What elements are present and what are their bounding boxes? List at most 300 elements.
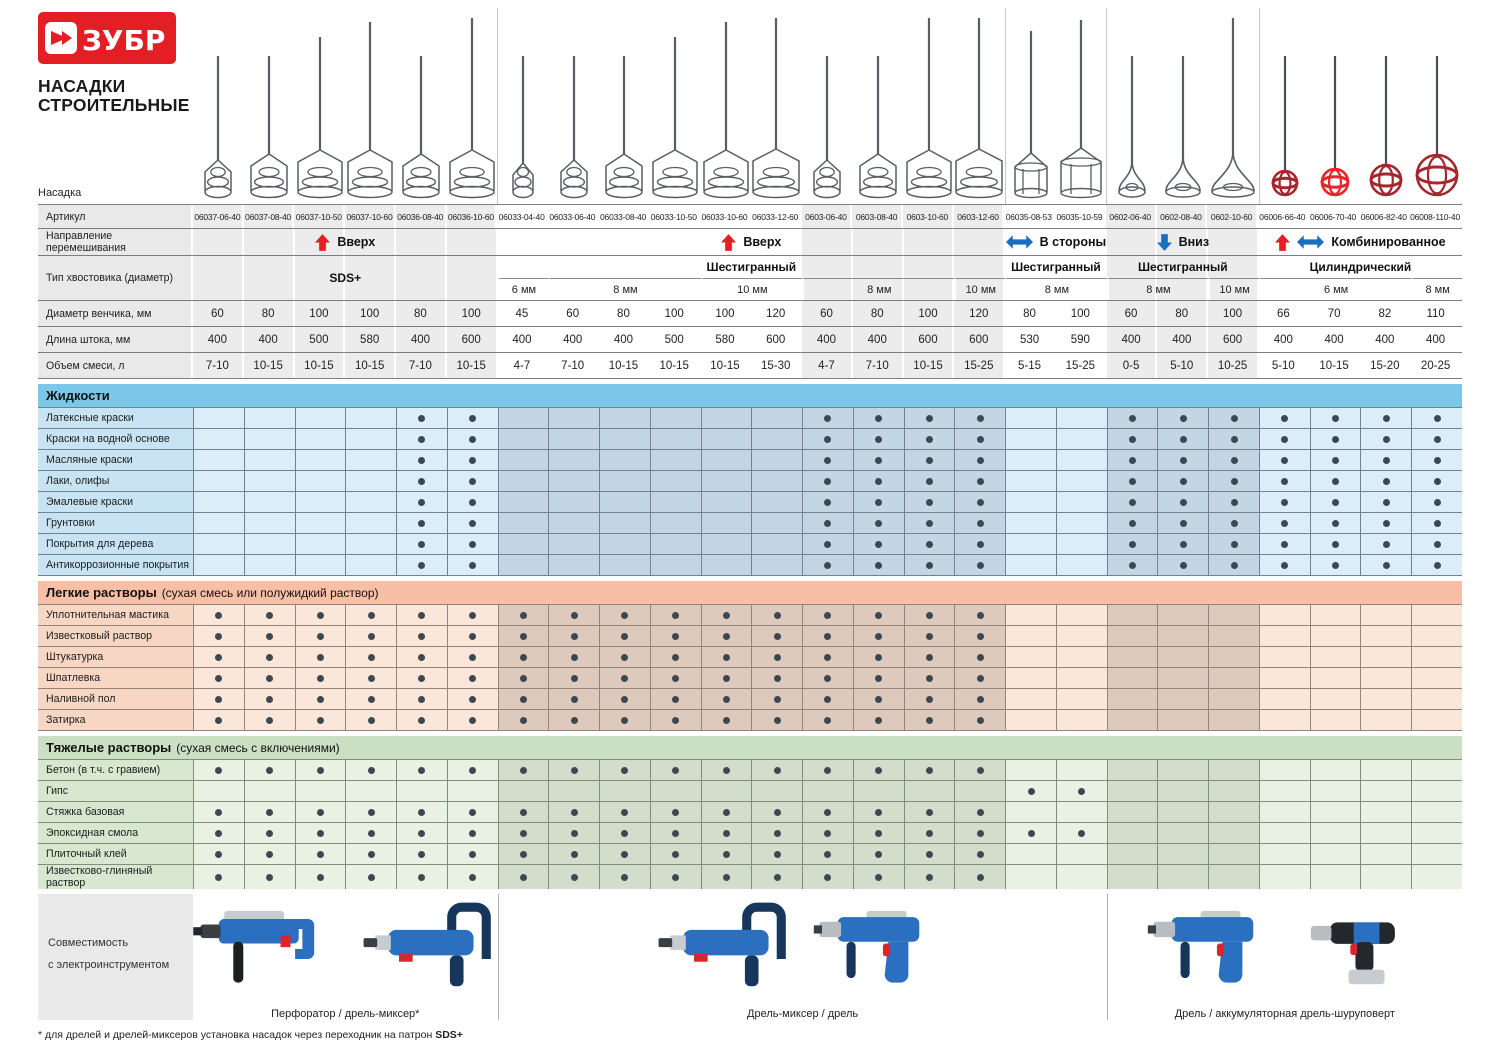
- usage-cell: [701, 408, 752, 428]
- row-label: Наливной пол: [38, 689, 193, 709]
- usage-cell: [802, 689, 853, 709]
- product-image-06006-82-40: [1361, 8, 1412, 204]
- usage-cell: [345, 710, 396, 730]
- dot: [875, 830, 882, 837]
- dot: [317, 654, 324, 661]
- usage-cell: [1360, 823, 1411, 843]
- row-label: Латексные краски: [38, 408, 193, 428]
- dot: [621, 851, 628, 858]
- length-cell: 400: [193, 327, 244, 352]
- dot: [1180, 520, 1187, 527]
- dot: [469, 830, 476, 837]
- usage-cell: [1005, 513, 1056, 533]
- product-image-0603-08-40: [853, 8, 904, 204]
- dot: [824, 541, 831, 548]
- dot: [469, 499, 476, 506]
- dot: [520, 675, 527, 682]
- dot: [1180, 457, 1187, 464]
- usage-cell: [701, 555, 752, 575]
- usage-cell: [904, 647, 955, 667]
- length-cell: 400: [1360, 327, 1411, 352]
- usage-cell: [548, 760, 599, 780]
- dot: [1332, 562, 1339, 569]
- dot: [875, 809, 882, 816]
- compat-tools: [654, 899, 952, 1015]
- product-image-06033-10-50: [650, 8, 701, 204]
- dot: [1281, 520, 1288, 527]
- product-image-0602-10-60: [1208, 8, 1259, 204]
- usage-cell: [396, 844, 447, 864]
- usage-cell: [1157, 760, 1208, 780]
- usage-cell: [1157, 844, 1208, 864]
- dot: [824, 436, 831, 443]
- usage-cell: [548, 710, 599, 730]
- dot: [977, 717, 984, 724]
- shank-size-cell: 8 мм: [548, 278, 700, 300]
- shank-size-cell: 6 мм: [498, 278, 549, 300]
- article-cell: 06035-10-59: [1055, 205, 1106, 228]
- usage-cell: [1056, 689, 1107, 709]
- diameter-cell: 80: [1005, 301, 1056, 326]
- usage-cell: [244, 471, 295, 491]
- dot: [266, 851, 273, 858]
- usage-cell: [1310, 626, 1361, 646]
- usage-cell: [244, 492, 295, 512]
- usage-cell: [295, 429, 346, 449]
- dot: [875, 436, 882, 443]
- usage-cell: [1411, 647, 1462, 667]
- usage-cell: [396, 647, 447, 667]
- usage-cell: [1360, 408, 1411, 428]
- usage-cell: [701, 513, 752, 533]
- dot: [1129, 478, 1136, 485]
- usage-cell: [295, 626, 346, 646]
- usage-cell: [751, 605, 802, 625]
- usage-cell: [1107, 555, 1158, 575]
- usage-cell: [498, 844, 549, 864]
- dot: [875, 717, 882, 724]
- dot: [824, 675, 831, 682]
- usage-cell: [1411, 844, 1462, 864]
- usage-cell: [498, 408, 549, 428]
- usage-cell: [1208, 823, 1259, 843]
- section-header-light: [38, 581, 1462, 604]
- length-cell: 400: [1157, 327, 1208, 352]
- dot: [926, 415, 933, 422]
- section-row: [38, 470, 1462, 491]
- usage-cell: [295, 689, 346, 709]
- length-cell: 400: [1107, 327, 1158, 352]
- section-row: [38, 780, 1462, 801]
- usage-sections: [38, 384, 1462, 889]
- usage-cell: [701, 450, 752, 470]
- product-image-0603-10-60: [903, 8, 954, 204]
- volume-cell: 4-7: [498, 353, 549, 378]
- shank-type-label: Шестигранный: [1011, 260, 1101, 274]
- usage-cell: [1411, 668, 1462, 688]
- usage-cell: [650, 781, 701, 801]
- product-image-06006-70-40: [1310, 8, 1361, 204]
- usage-cell: [548, 844, 599, 864]
- usage-cell: [193, 555, 244, 575]
- length-cell: 580: [345, 327, 396, 352]
- usage-cell: [193, 760, 244, 780]
- volume-cell: 15-25: [1056, 353, 1107, 378]
- diameter-cell: 80: [853, 301, 904, 326]
- usage-cell: [1310, 781, 1361, 801]
- dot: [621, 696, 628, 703]
- dot: [875, 562, 882, 569]
- usage-cell: [1259, 844, 1310, 864]
- dot: [875, 612, 882, 619]
- length-cell: 580: [701, 327, 752, 352]
- usage-cell: [1157, 534, 1208, 554]
- dot: [418, 520, 425, 527]
- usage-cell: [1208, 710, 1259, 730]
- dot: [672, 809, 679, 816]
- compat-zone-1: [193, 894, 498, 1020]
- usage-cell: [1360, 689, 1411, 709]
- dot: [469, 541, 476, 548]
- usage-cell: [498, 802, 549, 822]
- dot: [215, 717, 222, 724]
- dot: [977, 809, 984, 816]
- direction-label: В стороны: [1039, 235, 1107, 249]
- usage-cell: [954, 408, 1005, 428]
- usage-cell: [1005, 605, 1056, 625]
- length-cell: 400: [599, 327, 650, 352]
- usage-cell: [802, 429, 853, 449]
- dot: [824, 612, 831, 619]
- usage-cell: [853, 781, 904, 801]
- mixer-spiral-image: [549, 54, 599, 200]
- usage-cell: [954, 534, 1005, 554]
- article-cell: 06035-08-53: [1004, 205, 1055, 228]
- section-subtitle: (сухая смесь или полужидкий раствор): [161, 585, 379, 600]
- usage-cell: [1107, 823, 1158, 843]
- usage-cell: [1259, 555, 1310, 575]
- dot: [215, 851, 222, 858]
- mixer-spiral-image: [853, 54, 903, 200]
- dot: [977, 562, 984, 569]
- section-header-band: [38, 384, 1462, 407]
- usage-cell: [498, 555, 549, 575]
- usage-cell: [345, 492, 396, 512]
- usage-cell: [701, 844, 752, 864]
- usage-cell: [650, 429, 701, 449]
- usage-cell: [548, 865, 599, 889]
- row-label: Антикоррозионные покрытия: [38, 555, 193, 575]
- usage-cell: [1259, 865, 1310, 889]
- diameter-row-label: Диаметр венчика, мм: [38, 301, 193, 326]
- dot: [1383, 520, 1390, 527]
- usage-cell: [650, 710, 701, 730]
- usage-cell: [1310, 429, 1361, 449]
- product-image-06037-10-60: [345, 8, 396, 204]
- product-image-06037-08-40: [244, 8, 295, 204]
- usage-cell: [599, 555, 650, 575]
- usage-cell: [1208, 429, 1259, 449]
- dot: [926, 457, 933, 464]
- usage-cell: [1208, 689, 1259, 709]
- usage-cell: [295, 647, 346, 667]
- usage-cell: [244, 668, 295, 688]
- dot: [1231, 436, 1238, 443]
- usage-cell: [599, 471, 650, 491]
- dot: [723, 654, 730, 661]
- usage-cell: [650, 555, 701, 575]
- dot: [469, 562, 476, 569]
- usage-cell: [295, 408, 346, 428]
- top-area: [38, 8, 1462, 204]
- dot: [1383, 562, 1390, 569]
- usage-cell: [954, 781, 1005, 801]
- dot: [317, 767, 324, 774]
- mixer-drill-image: [359, 899, 499, 999]
- dot: [1434, 562, 1441, 569]
- diameter-cell: 80: [396, 301, 447, 326]
- usage-cell: [396, 823, 447, 843]
- usage-cell: [1360, 781, 1411, 801]
- usage-cell: [193, 471, 244, 491]
- direction-cell-group5: [1259, 229, 1462, 255]
- usage-cell: [1056, 647, 1107, 667]
- dot: [368, 767, 375, 774]
- usage-cell: [193, 626, 244, 646]
- section-row: [38, 554, 1462, 575]
- length-cell: 400: [548, 327, 599, 352]
- usage-cell: [498, 626, 549, 646]
- dot: [317, 633, 324, 640]
- usage-cell: [802, 647, 853, 667]
- usage-cell: [345, 781, 396, 801]
- volume-cell: 7-10: [853, 353, 904, 378]
- length-cell: 500: [295, 327, 346, 352]
- dot: [571, 767, 578, 774]
- dot: [875, 457, 882, 464]
- usage-cell: [396, 689, 447, 709]
- dot: [571, 717, 578, 724]
- usage-cell: [193, 647, 244, 667]
- usage-cell: [904, 760, 955, 780]
- usage-cell: [1360, 605, 1411, 625]
- usage-cell: [1360, 471, 1411, 491]
- dot: [774, 675, 781, 682]
- dot: [1231, 562, 1238, 569]
- mixer-spiral-image: [498, 54, 548, 200]
- usage-cell: [1107, 689, 1158, 709]
- dot: [824, 830, 831, 837]
- usage-cell: [954, 471, 1005, 491]
- diameter-cell: 100: [904, 301, 955, 326]
- usage-cell: [1411, 429, 1462, 449]
- usage-cell: [1259, 492, 1310, 512]
- usage-cell: [1259, 802, 1310, 822]
- usage-cell: [295, 668, 346, 688]
- dot: [418, 457, 425, 464]
- usage-cell: [853, 555, 904, 575]
- dot: [723, 809, 730, 816]
- section-row: [38, 759, 1462, 780]
- usage-cell: [295, 710, 346, 730]
- usage-cell: [599, 647, 650, 667]
- usage-cell: [904, 471, 955, 491]
- compat-zone-2: [498, 894, 1107, 1020]
- mixer-funnel-image: [1107, 54, 1157, 200]
- usage-cell: [954, 605, 1005, 625]
- usage-cell: [650, 534, 701, 554]
- usage-cell: [498, 865, 549, 889]
- usage-cell: [954, 668, 1005, 688]
- dot: [1383, 457, 1390, 464]
- usage-cell: [1107, 710, 1158, 730]
- dot: [1231, 415, 1238, 422]
- dot: [469, 612, 476, 619]
- usage-cell: [954, 429, 1005, 449]
- dot: [418, 851, 425, 858]
- usage-cell: [447, 626, 498, 646]
- diameter-cell: 100: [447, 301, 498, 326]
- usage-cell: [650, 802, 701, 822]
- usage-cell: [295, 605, 346, 625]
- usage-cell: [295, 760, 346, 780]
- dot: [571, 809, 578, 816]
- usage-cell: [853, 534, 904, 554]
- usage-cell: [650, 844, 701, 864]
- usage-cell: [1157, 781, 1208, 801]
- article-cell: 0603-10-60: [903, 205, 954, 228]
- mixer-spiral-image: [701, 20, 751, 200]
- dot: [875, 520, 882, 527]
- usage-cell: [1005, 492, 1056, 512]
- dot: [266, 874, 273, 881]
- dot: [1383, 478, 1390, 485]
- usage-cell: [1259, 689, 1310, 709]
- row-label: Грунтовки: [38, 513, 193, 533]
- dot: [977, 767, 984, 774]
- usage-cell: [853, 408, 904, 428]
- article-cell: 0602-08-40: [1157, 205, 1208, 228]
- usage-cell: [1157, 513, 1208, 533]
- usage-cell: [1259, 626, 1310, 646]
- dot: [875, 415, 882, 422]
- dot: [1129, 520, 1136, 527]
- usage-cell: [244, 555, 295, 575]
- usage-cell: [751, 823, 802, 843]
- dot: [977, 633, 984, 640]
- usage-cell: [447, 689, 498, 709]
- length-cell: 590: [1056, 327, 1107, 352]
- usage-cell: [396, 429, 447, 449]
- usage-cell: [295, 534, 346, 554]
- usage-cell: [1310, 450, 1361, 470]
- product-image-06033-04-40: [497, 8, 548, 204]
- usage-cell: [1310, 647, 1361, 667]
- usage-cell: [751, 844, 802, 864]
- dot: [1180, 562, 1187, 569]
- compat-caption: Дрель / аккумуляторная дрель-шуруповерт: [1174, 1008, 1395, 1020]
- usage-cell: [650, 492, 701, 512]
- usage-cell: [751, 760, 802, 780]
- dot: [774, 851, 781, 858]
- usage-cell: [193, 781, 244, 801]
- usage-cell: [1107, 781, 1158, 801]
- usage-cell: [1310, 844, 1361, 864]
- mixer-ball-image: [1412, 54, 1462, 200]
- usage-cell: [193, 802, 244, 822]
- section-row: [38, 512, 1462, 533]
- usage-cell: [1360, 865, 1411, 889]
- dot: [1028, 830, 1035, 837]
- usage-cell: [1310, 471, 1361, 491]
- article-cell: 06037-08-40: [244, 205, 295, 228]
- dot: [774, 809, 781, 816]
- dot: [317, 717, 324, 724]
- volume-cell: 10-15: [447, 353, 498, 378]
- dot: [520, 767, 527, 774]
- usage-cell: [1208, 492, 1259, 512]
- dot: [418, 633, 425, 640]
- volume-cell: 7-10: [548, 353, 599, 378]
- usage-cell: [701, 605, 752, 625]
- usage-cell: [1157, 710, 1208, 730]
- dot: [520, 809, 527, 816]
- dot: [266, 612, 273, 619]
- dot: [418, 874, 425, 881]
- usage-cell: [904, 710, 955, 730]
- dot: [1332, 499, 1339, 506]
- usage-cell: [1157, 802, 1208, 822]
- volume-cell: 20-25: [1411, 353, 1462, 378]
- volume-cell: 5-15: [1005, 353, 1056, 378]
- shank-size-cell: 8 мм: [802, 278, 954, 300]
- section-header-heavy: [38, 736, 1462, 759]
- dot: [317, 874, 324, 881]
- usage-cell: [295, 823, 346, 843]
- dot: [926, 541, 933, 548]
- usage-cell: [1208, 626, 1259, 646]
- volume-cell: 10-15: [295, 353, 346, 378]
- volume-cell: 15-25: [954, 353, 1005, 378]
- dot: [875, 654, 882, 661]
- usage-cell: [954, 450, 1005, 470]
- usage-cell: [853, 647, 904, 667]
- dot: [875, 696, 882, 703]
- usage-cell: [1107, 450, 1158, 470]
- dot: [520, 633, 527, 640]
- usage-cell: [548, 802, 599, 822]
- mixer-spiral-image: [751, 16, 801, 200]
- mixer-spiral-image: [447, 16, 497, 200]
- shank-type-label: Шестигранный: [706, 260, 797, 274]
- usage-cell: [1056, 513, 1107, 533]
- usage-cell: [447, 605, 498, 625]
- dot: [1231, 520, 1238, 527]
- dot: [1383, 499, 1390, 506]
- drill-image: [1146, 899, 1286, 999]
- article-cell: 0602-10-60: [1207, 205, 1258, 228]
- dot: [571, 654, 578, 661]
- dot: [1281, 415, 1288, 422]
- usage-cell: [701, 823, 752, 843]
- usage-cell: [802, 626, 853, 646]
- usage-cell: [751, 647, 802, 667]
- length-row: [38, 327, 1462, 353]
- section-heavy: [38, 736, 1462, 889]
- shank-row-label: Тип хвостовика (диаметр): [38, 256, 193, 300]
- mixer-spiral-image: [244, 54, 294, 200]
- volume-cell: 7-10: [396, 353, 447, 378]
